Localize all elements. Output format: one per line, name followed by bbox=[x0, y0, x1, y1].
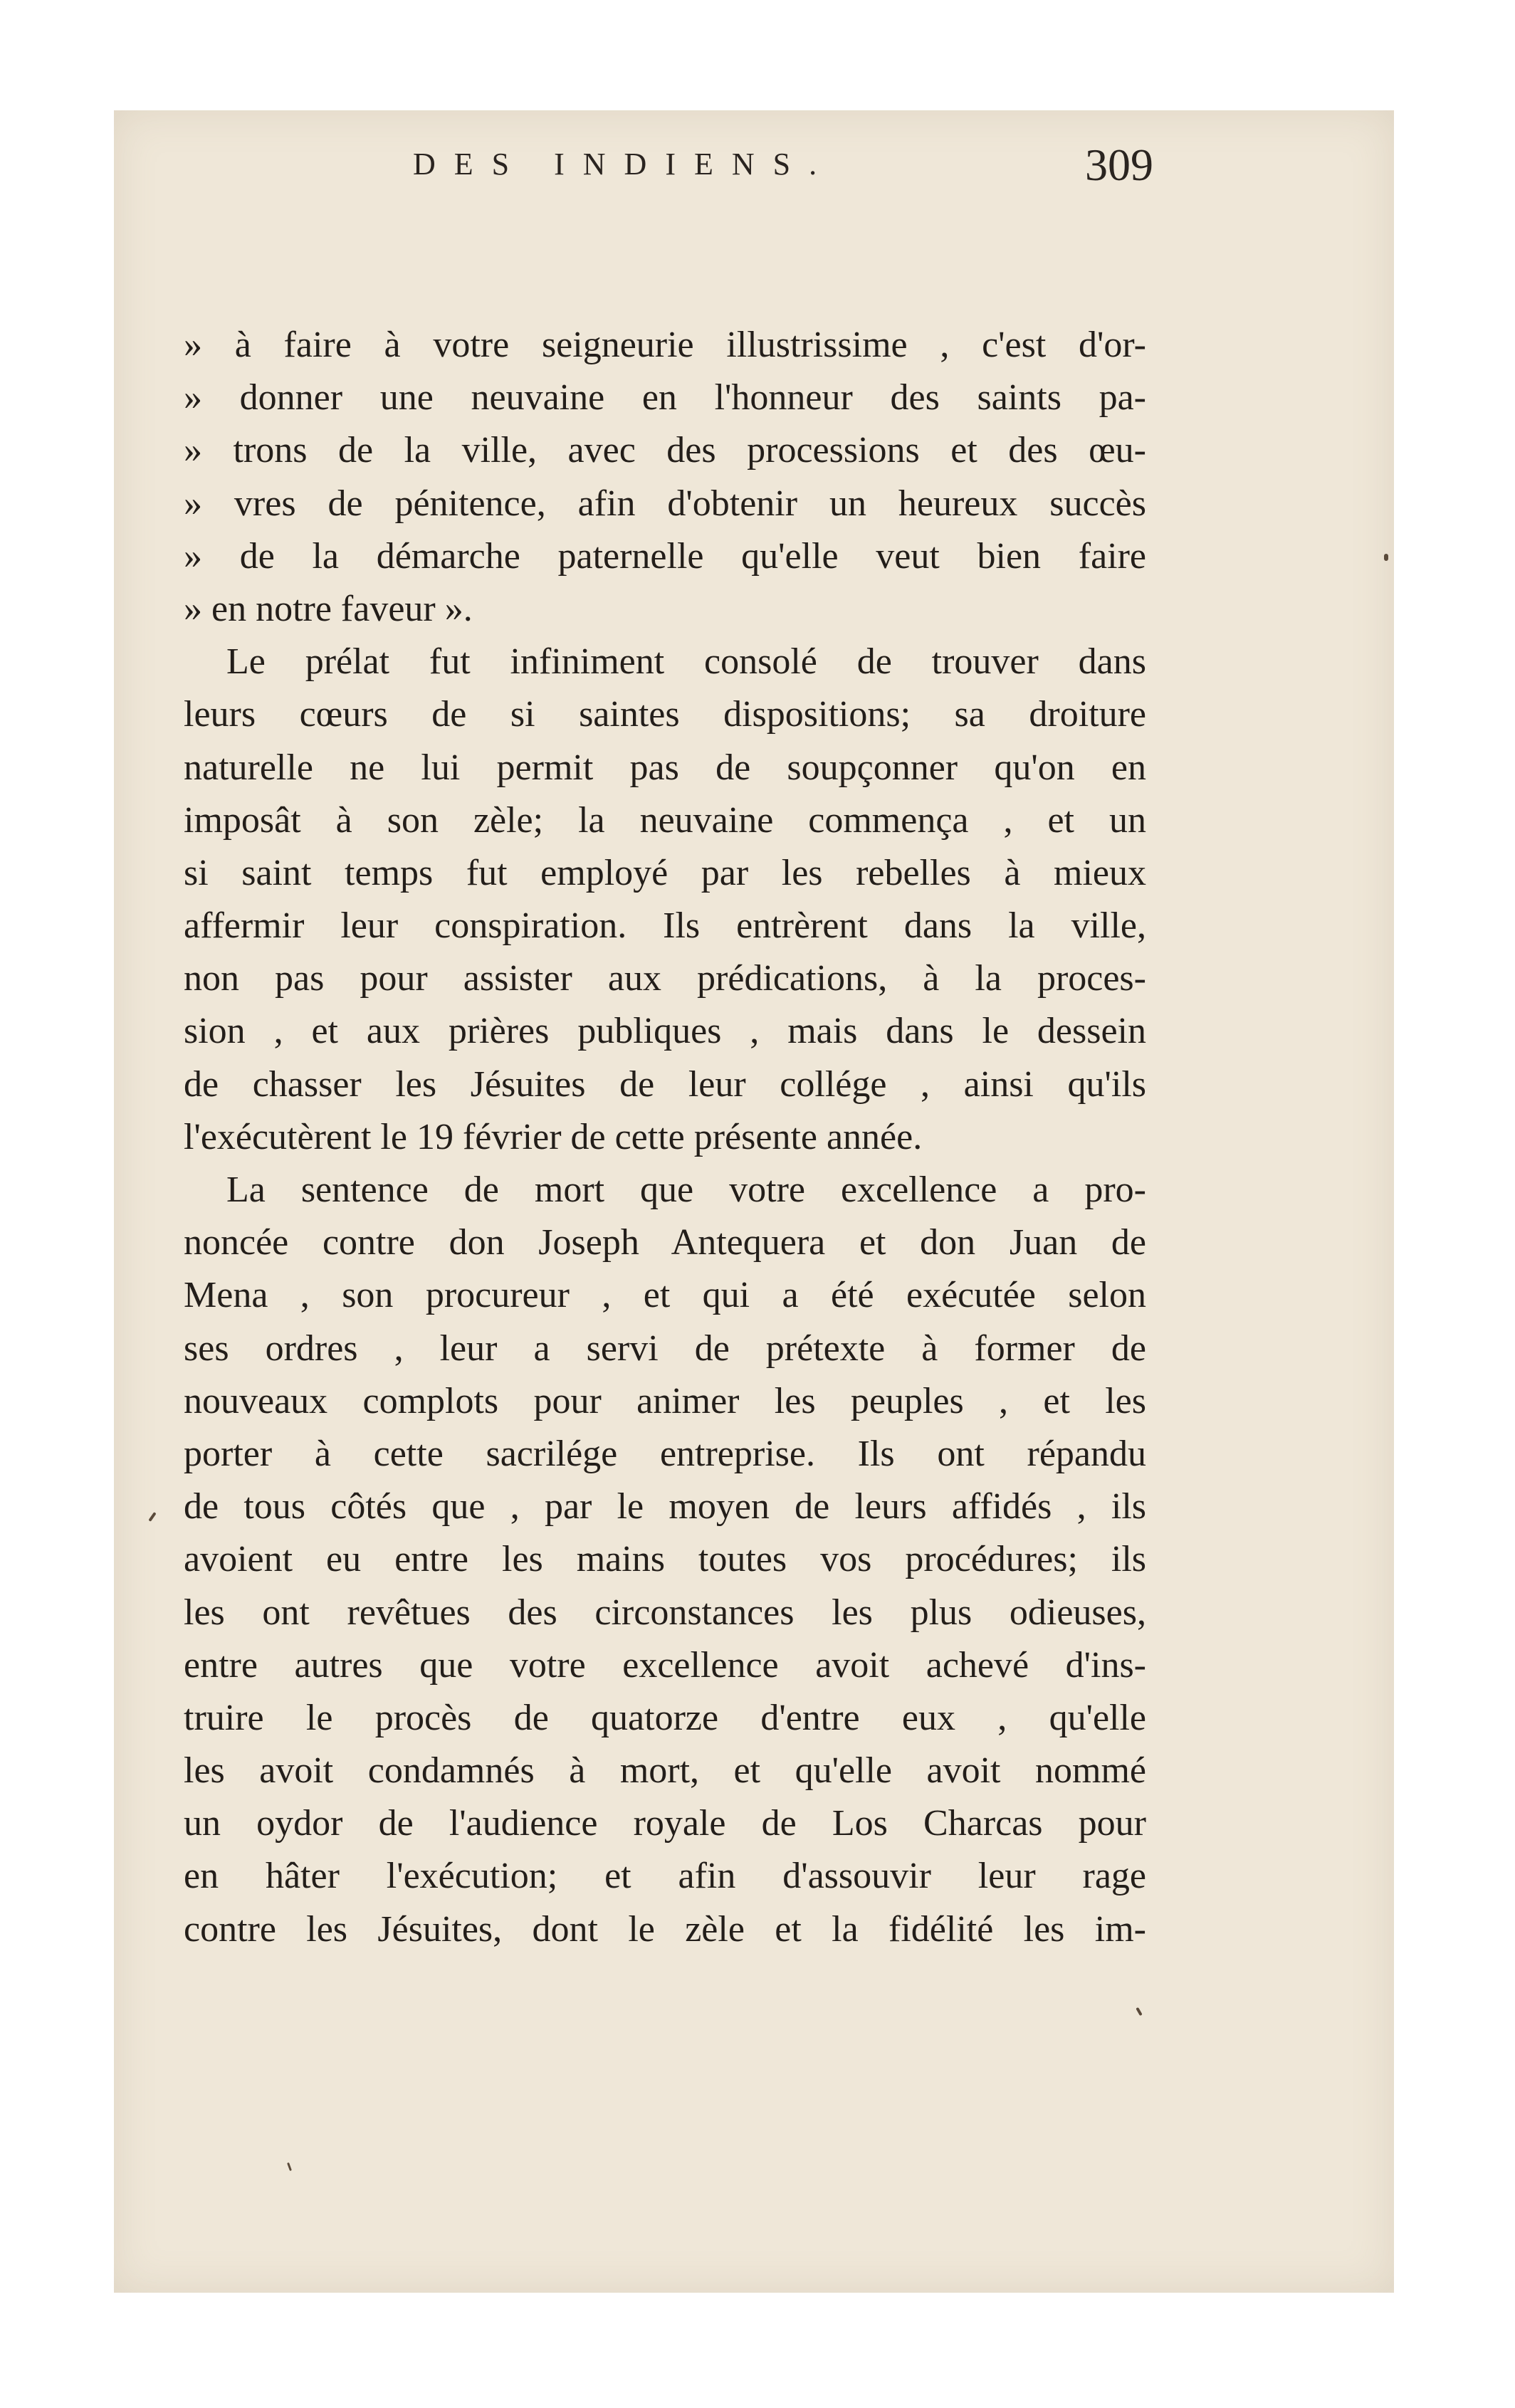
body-text bbox=[184, 319, 1146, 1956]
running-head: DES INDIENS. bbox=[413, 147, 836, 182]
paragraph-start-line: La sentence de mort que votre excellence a pro- bbox=[226, 1169, 1146, 1210]
text-line: de tous côtés que , par le moyen de leurs affidés , ils bbox=[184, 1486, 1146, 1528]
text-line: nouveaux complots pour animer les peuples , et les bbox=[184, 1380, 1146, 1421]
text-line: Mena , son procureur , et qui a été exécutée selon bbox=[184, 1275, 1146, 1316]
text-line: contre les Jésuites, dont le zèle et la fidélité les im- bbox=[184, 1908, 1146, 1950]
text-line: si saint temps fut employé par les rebelles à mieux bbox=[184, 852, 1146, 893]
text-line: » de la démarche paternelle qu'elle veut bien faire bbox=[184, 535, 1146, 577]
page-header bbox=[299, 139, 1153, 196]
text-line: sion , et aux prières publiques , mais dans le dessein bbox=[184, 1011, 1146, 1052]
text-line: ses ordres , leur a servi de prétexte à former de bbox=[184, 1327, 1146, 1369]
text-line: » en notre faveur ». bbox=[184, 588, 473, 629]
text-line: avoient eu entre les mains toutes vos procédures; ils bbox=[184, 1539, 1146, 1580]
text-line: un oydor de l'audience royale de Los Charcas pour bbox=[184, 1803, 1146, 1844]
text-line: naturelle ne lui permit pas de soupçonner qu'on en bbox=[184, 747, 1146, 788]
paragraph-start-line: Le prélat fut infiniment consolé de trouver dans bbox=[226, 641, 1146, 683]
page-number: 309 bbox=[1085, 140, 1153, 190]
text-line: de chasser les Jésuites de leur collége , ainsi qu'ils bbox=[184, 1063, 1146, 1105]
text-line: entre autres que votre excellence avoit achevé d'ins- bbox=[184, 1644, 1146, 1686]
text-line: truire le procès de quatorze d'entre eux , qu'elle bbox=[184, 1697, 1146, 1738]
text-line: » donner une neuvaine en l'honneur des saints pa- bbox=[184, 377, 1146, 419]
text-line: non pas pour assister aux prédications, à la proces- bbox=[184, 958, 1146, 999]
ink-speck bbox=[1384, 554, 1388, 561]
text-line: les ont revêtues des circonstances les plus odieuses, bbox=[184, 1592, 1146, 1633]
text-line: affermir leur conspiration. Ils entrèrent dans la ville, bbox=[184, 905, 1146, 947]
text-line: les avoit condamnés à mort, et qu'elle avoit nommé bbox=[184, 1750, 1146, 1792]
text-line: » vres de pénitence, afin d'obtenir un heureux succès bbox=[184, 483, 1146, 524]
text-line: leurs cœurs de si saintes dispositions; sa droiture bbox=[184, 694, 1146, 735]
text-line: imposât à son zèle; la neuvaine commença , et un bbox=[184, 799, 1146, 841]
text-line: porter à cette sacrilége entreprise. Ils ont répandu bbox=[184, 1433, 1146, 1474]
text-line: noncée contre don Joseph Antequera et don Juan de bbox=[184, 1222, 1146, 1263]
text-line: en hâter l'exécution; et afin d'assouvir leur rage bbox=[184, 1856, 1146, 1897]
text-line: » à faire à votre seigneurie illustrissime , c'est d'or- bbox=[184, 325, 1146, 365]
text-line: l'exécutèrent le 19 février de cette présente année. bbox=[184, 1116, 923, 1157]
text-line: » trons de la ville, avec des processions et des œu- bbox=[184, 430, 1146, 471]
